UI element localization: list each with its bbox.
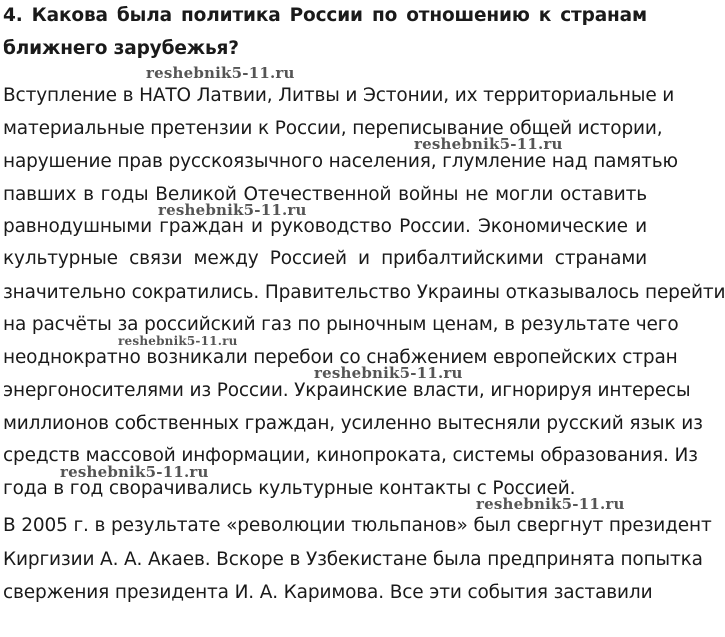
paragraph-1-line-8: на расчёты за российский газ по рыночным ценам, в результате чего — [3, 314, 679, 335]
paragraph-1-line-2: материальные претензии к России, переписывание общей истории, — [3, 118, 663, 139]
paragraph-1-line-7: значительно сократились. Правительство Украины отказывалось перейти — [3, 282, 725, 303]
paragraph-2-line-2: Киргизии А. А. Акаев. Вскоре в Узбекистане была предпринята попытка — [3, 549, 703, 570]
watermark: reshebnik5-11.ru — [146, 64, 295, 82]
paragraph-1-line-4: павших в годы Великой Отечественной войны не могли оставить — [3, 184, 647, 205]
question-heading-line-2: ближнего зарубежья? — [3, 38, 239, 59]
paragraph-1-line-11: миллионов собственных граждан, усиленно вытесняли русский язык из — [3, 413, 703, 434]
watermark: reshebnik5-11.ru — [60, 463, 209, 481]
paragraph-1-line-1: Вступление в НАТО Латвии, Литвы и Эстонии, их территориальные и — [3, 85, 675, 106]
paragraph-1-line-6: культурные связи между Россией и прибалтийскими странами — [3, 248, 647, 269]
paragraph-1-line-5: равнодушными граждан и руководство России. Экономические и — [3, 216, 647, 237]
watermark: reshebnik5-11.ru — [314, 364, 463, 382]
watermark: reshebnik5-11.ru — [118, 334, 238, 348]
question-heading-line-1: 4. Какова была политика России по отношению к странам — [3, 5, 647, 26]
paragraph-1-line-3: нарушение прав русскоязычного населения, глумление над памятью — [3, 151, 678, 172]
paragraph-2-line-3: свержения президента И. А. Каримова. Все эти события заставили — [3, 582, 653, 603]
paragraph-1-line-12: средств массовой информации, кинопроката, системы образования. Из — [3, 445, 698, 466]
watermark: reshebnik5-11.ru — [476, 495, 625, 513]
watermark: reshebnik5-11.ru — [414, 135, 563, 153]
paragraph-1-line-13: года в год сворачивались культурные контакты с Россией. — [3, 478, 576, 499]
paragraph-1-line-10: энергоносителями из России. Украинские власти, игнорируя интересы — [3, 380, 691, 401]
paragraph-1-line-9: неоднократно возникали перебои со снабжением европейских стран — [3, 347, 678, 368]
paragraph-2-line-1: В 2005 г. в результате «революции тюльпанов» был свергнут президент — [3, 515, 712, 536]
watermark: reshebnik5-11.ru — [158, 201, 307, 219]
